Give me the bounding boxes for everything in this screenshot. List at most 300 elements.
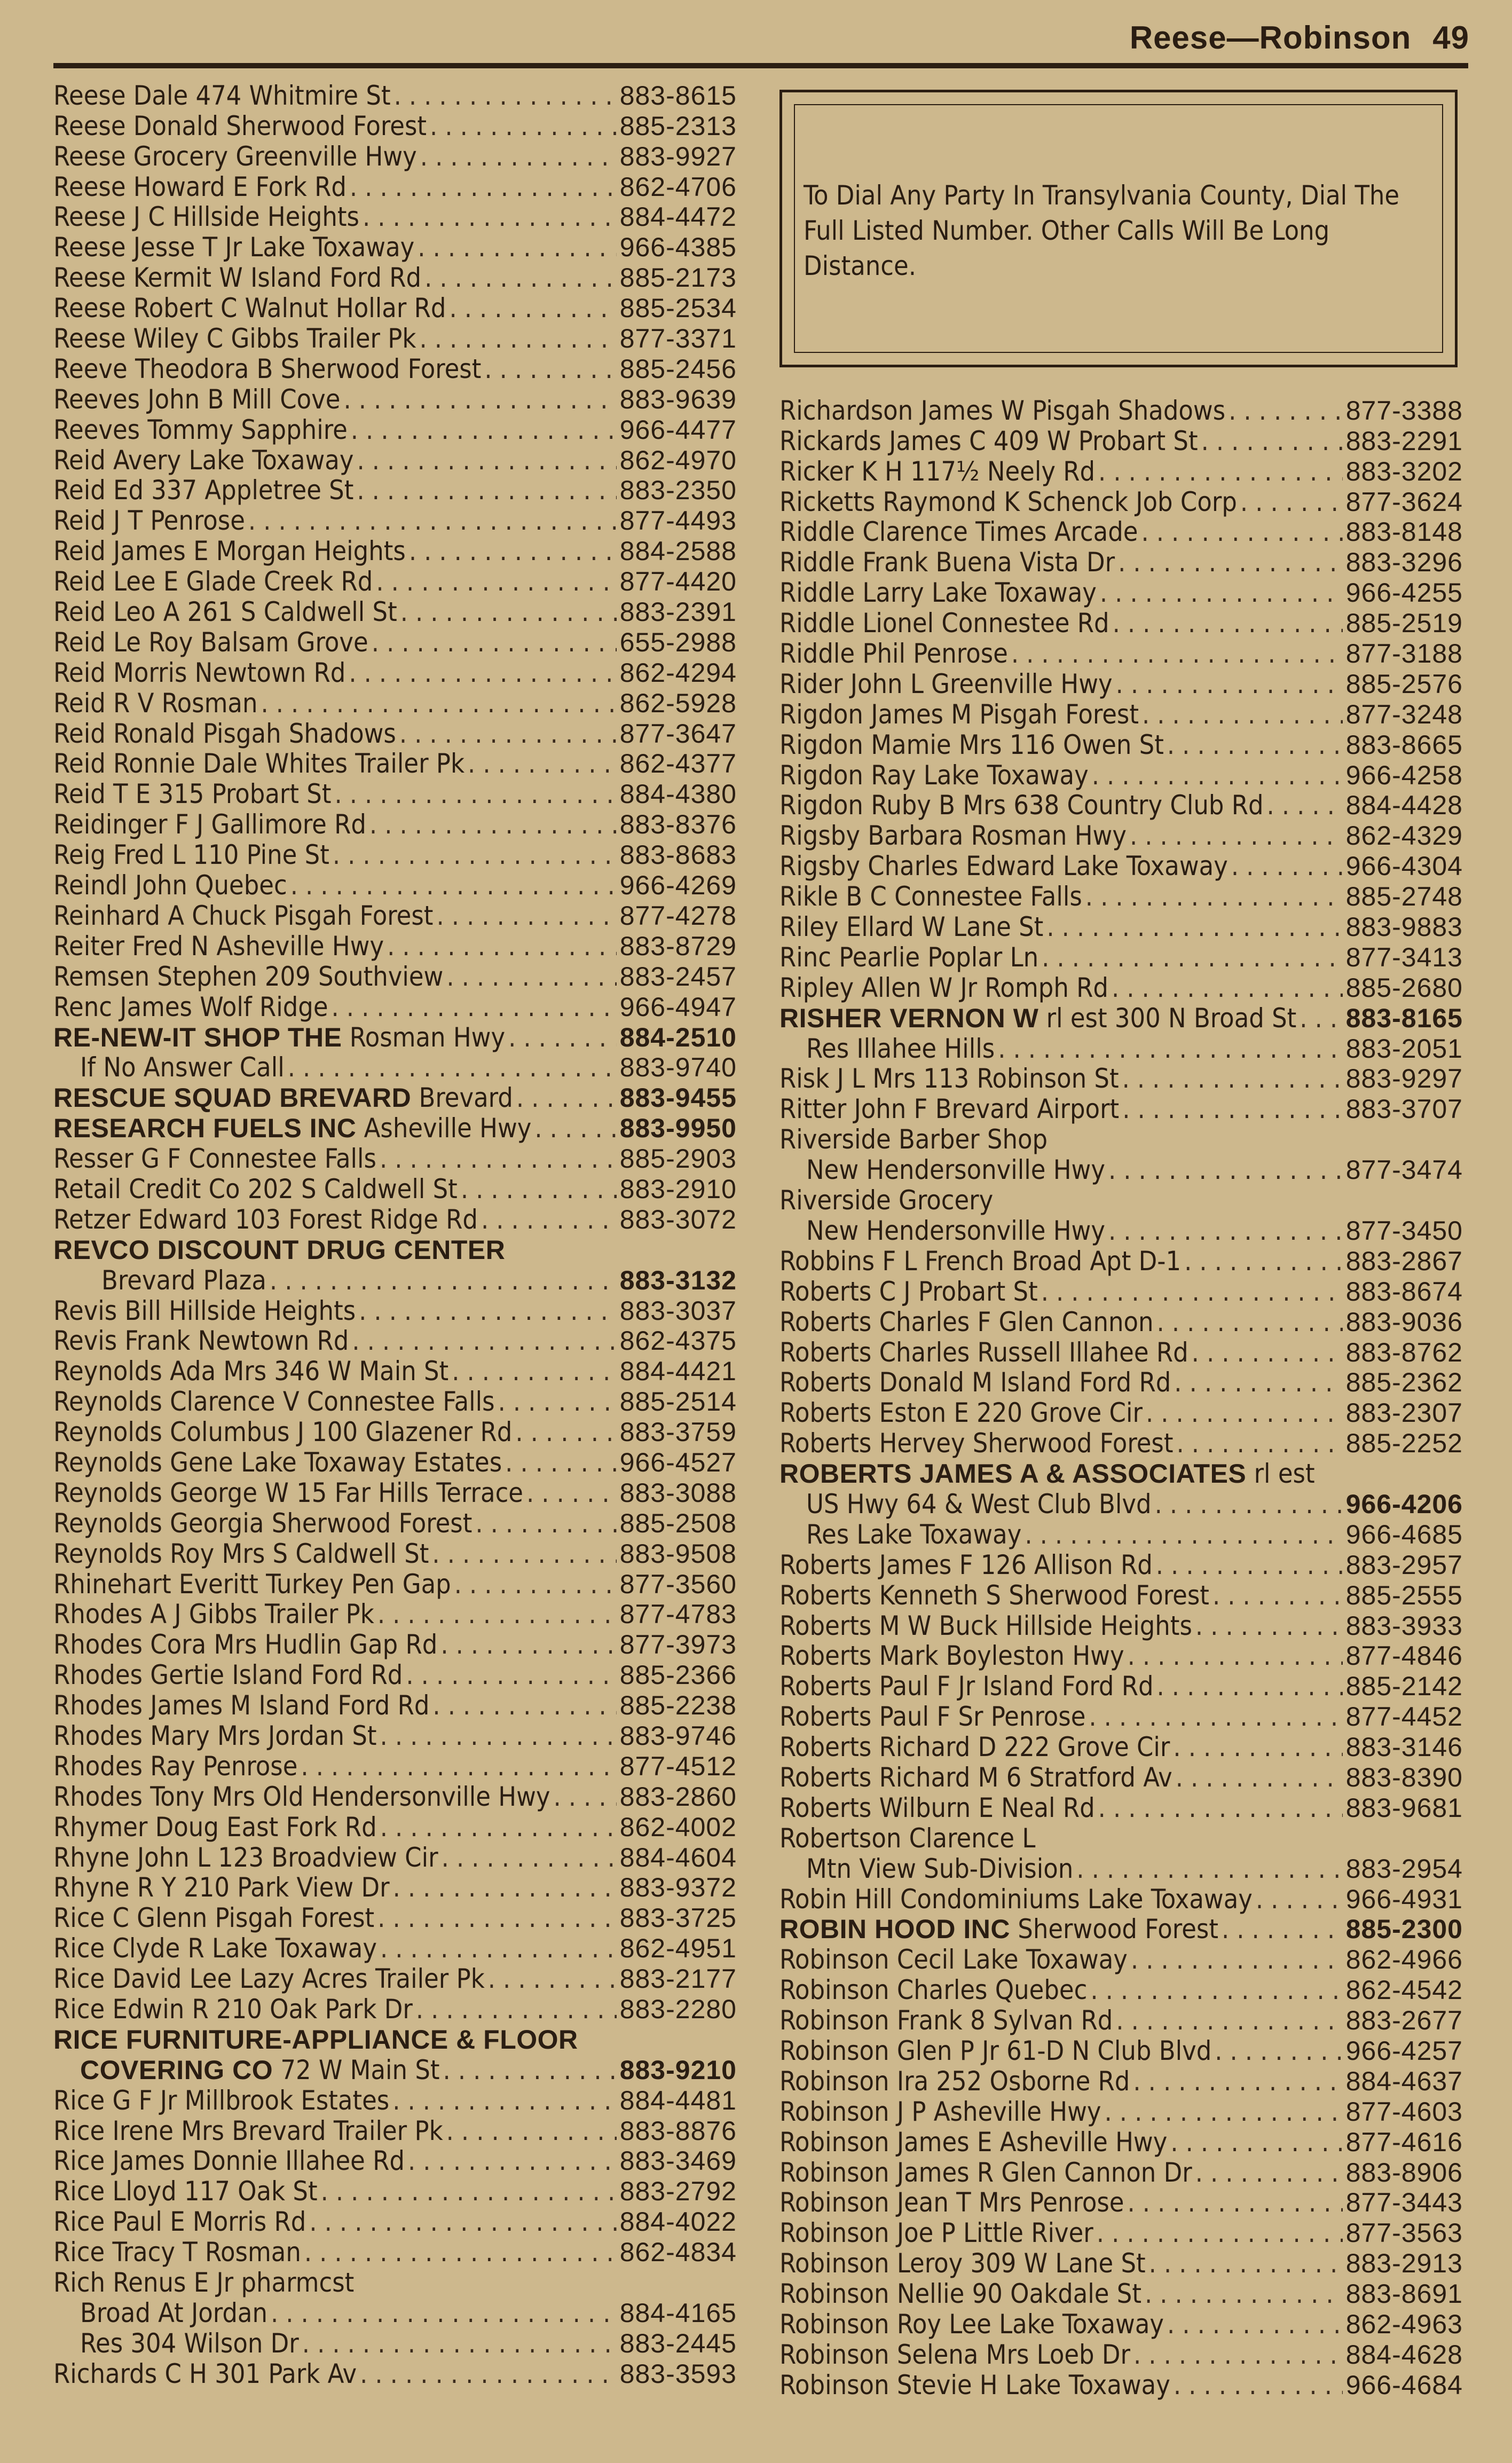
- listing-name: [779, 517, 1138, 547]
- leader-dots: [1112, 973, 1343, 1003]
- listing-entry: [53, 262, 737, 293]
- listing-entry: [53, 323, 737, 353]
- listing-entry: [779, 1003, 1463, 1033]
- listing-phone: 884-4380: [619, 779, 737, 809]
- listing-phone: 885-2680: [1345, 972, 1463, 1003]
- listing-entry: [53, 1842, 737, 1872]
- listing-name-text: Reid Lee E Glade Creek Rd: [53, 566, 373, 597]
- leader-dots: [301, 1751, 616, 1781]
- listing-name: [53, 840, 329, 870]
- listing-name-text: Asheville Hwy: [356, 1113, 532, 1144]
- listing-entry: [53, 1538, 737, 1569]
- listing-name: [53, 536, 406, 566]
- listing-phone: 877-4420: [619, 566, 737, 597]
- listing-phone: 883-3593: [619, 2358, 737, 2389]
- listing-entry: [53, 627, 737, 657]
- listing-entry: [779, 760, 1463, 790]
- leader-dots: [1098, 1793, 1343, 1823]
- listing-name: [53, 2146, 405, 2176]
- listing-entry: [53, 384, 737, 414]
- listing-entry: [779, 1093, 1463, 1124]
- leader-dots: [1092, 760, 1343, 790]
- listing-name: [53, 566, 373, 596]
- listing-phone: 883-8376: [619, 809, 737, 840]
- listing-entry: [779, 911, 1463, 942]
- listing-name-text: Reese Howard E Fork Rd: [53, 171, 346, 202]
- listing-phone: 883-8674: [1345, 1276, 1463, 1307]
- listing-entry: [779, 395, 1463, 426]
- listing-name: [53, 354, 481, 384]
- listing-name: [53, 2328, 299, 2358]
- listing-phone: 966-4385: [619, 232, 737, 263]
- listing-name-text: Reid Ronald Pisgah Shadows: [53, 718, 396, 749]
- leader-dots: [454, 1569, 617, 1599]
- listing-name: [779, 2158, 1192, 2187]
- leader-dots: [430, 111, 617, 141]
- listing-name: [53, 1690, 429, 1720]
- listing-name: [53, 1326, 349, 1356]
- listing-entry: [779, 1428, 1463, 1458]
- leader-dots: [1228, 396, 1343, 426]
- listing-entry: [53, 1356, 737, 1386]
- leader-dots: [1176, 1428, 1342, 1458]
- listing-phone: 883-9455: [619, 1083, 737, 1113]
- listing-name-text: Reinhard A Chuck Pisgah Forest: [53, 900, 434, 931]
- listing-name: [53, 1994, 413, 2024]
- listing-name-text: Reeve Theodora B Sherwood Forest: [53, 353, 482, 384]
- listing-entry: [779, 1853, 1463, 1884]
- left-column: [53, 80, 737, 2389]
- leader-dots: [416, 1994, 617, 2024]
- listing-entry: [779, 2339, 1463, 2370]
- listing-phone: 877-4278: [619, 900, 737, 931]
- listing-name-text: Robinson Charles Quebec: [779, 1974, 1088, 2005]
- listing-name-text: New Hendersonville Hwy: [806, 1154, 1105, 1185]
- leader-dots: [461, 1174, 617, 1204]
- leader-dots: [1118, 547, 1343, 577]
- listing-phone: 883-3759: [619, 1417, 737, 1447]
- listing-entry: [779, 1549, 1463, 1580]
- listing-entry: [53, 1234, 737, 1265]
- listing-phone: 883-8148: [1345, 517, 1463, 547]
- listing-name-text: Reynolds Clarence V Connestee Falls: [53, 1386, 495, 1417]
- listing-phone: 877-4512: [619, 1751, 737, 1781]
- listing-entry: [53, 1204, 737, 1234]
- leader-dots: [248, 506, 617, 536]
- leader-dots: [481, 1205, 617, 1234]
- listing-name-text: Ripley Allen W Jr Romph Rd: [779, 972, 1108, 1003]
- listing-entry: [779, 1337, 1463, 1367]
- listing-name-text: Robinson Ira 252 Osborne Rd: [779, 2065, 1130, 2096]
- listing-phone: 884-2588: [619, 536, 737, 566]
- listing-entry: [53, 1326, 737, 1356]
- listing-name: [779, 1762, 1172, 1792]
- listing-name: [779, 2187, 1124, 2217]
- listing-entry: [53, 80, 737, 111]
- listing-name: [779, 1732, 1170, 1762]
- listing-name-text: Robinson Joe P Little River: [779, 2217, 1093, 2248]
- listing-name: [779, 578, 1097, 608]
- listing-phone: 885-2300: [1345, 1914, 1463, 1945]
- listing-entry: [779, 1884, 1463, 1914]
- listing-entry: [53, 809, 737, 839]
- listing-name: [779, 1124, 1048, 1154]
- listing-entry: [779, 1397, 1463, 1428]
- leader-dots: [1146, 1398, 1343, 1428]
- listing-name-text: Roberts Mark Boyleston Hwy: [779, 1640, 1124, 1671]
- listing-phone: 883-9746: [619, 1720, 737, 1751]
- listing-phone: 877-3474: [1345, 1155, 1463, 1185]
- listing-entry: [779, 1732, 1463, 1762]
- listing-business-name: ROBERTS JAMES A & ASSOCIATES: [779, 1459, 1247, 1489]
- listing-phone: 883-3707: [1345, 1094, 1463, 1124]
- leader-dots: [420, 141, 617, 171]
- listing-name: [53, 1296, 356, 1326]
- leader-dots: [302, 2328, 617, 2358]
- leader-dots: [1195, 2158, 1343, 2187]
- leader-dots: [1100, 578, 1343, 608]
- listing-name: [779, 1671, 1154, 1701]
- listing-phone: 883-2860: [619, 1781, 737, 1812]
- leader-dots: [1046, 912, 1342, 942]
- leader-dots: [1133, 2066, 1342, 2096]
- listing-entry: [779, 881, 1463, 911]
- listing-name-text: Rice David Lee Lazy Acres Trailer Pk: [53, 1963, 485, 1994]
- listing-phone: 883-2177: [619, 1964, 737, 1994]
- listing-name-text: Robinson Selena Mrs Loeb Dr: [779, 2339, 1131, 2370]
- listing-name: [779, 1489, 1152, 1519]
- listing-business-name: REVCO DISCOUNT DRUG CENTER: [53, 1234, 506, 1265]
- listing-entry: [53, 1902, 737, 1933]
- listing-name: [53, 1751, 297, 1781]
- listing-phone: 883-3202: [1345, 456, 1463, 486]
- listing-name: [779, 1641, 1124, 1671]
- listing-name-text: Reese Dale 474 Whitmire St: [53, 80, 391, 111]
- listing-phone: 883-9372: [619, 1872, 737, 1903]
- listing-name-text: Reidinger F J Gallimore Rd: [53, 809, 366, 840]
- listing-phone: 883-2280: [619, 1994, 737, 2024]
- listing-entry: [53, 111, 737, 141]
- listing-name-text: Res Illahee Hills: [806, 1033, 995, 1064]
- listing-name: [53, 1782, 550, 1812]
- leader-dots: [419, 324, 616, 353]
- leader-dots: [1184, 1246, 1343, 1276]
- listing-entry: [779, 2217, 1463, 2248]
- listing-entry: [779, 517, 1463, 547]
- listing-entry: [779, 1701, 1463, 1732]
- listing-entry: [53, 445, 737, 475]
- listing-phone: 883-2913: [1345, 2248, 1463, 2279]
- listing-phone: 877-4616: [1345, 2127, 1463, 2157]
- listing-name-text: Mtn View Sub-Division: [806, 1853, 1074, 1884]
- right-column: [779, 395, 1463, 2400]
- listing-entry: [779, 972, 1463, 1003]
- listing-name: [779, 1246, 1181, 1276]
- listing-entry: [779, 1914, 1463, 1945]
- listing-entry: [779, 1215, 1463, 1246]
- listing-entry: [53, 2115, 737, 2146]
- listing-name-text: Rhodes Tony Mrs Old Hendersonville Hwy: [53, 1781, 550, 1812]
- listing-name-text: Roberts Richard D 222 Grove Cir: [779, 1732, 1170, 1762]
- listing-name: [53, 1812, 377, 1842]
- listing-phone: 883-3725: [619, 1903, 737, 1933]
- listing-name: [53, 202, 359, 232]
- listing-name-text: Roberts C J Probart St: [779, 1276, 1038, 1307]
- dialing-notice-box: [779, 90, 1458, 367]
- page-header-title: Reese—Robinson: [1129, 20, 1412, 56]
- listing-name: [53, 2237, 301, 2267]
- leader-dots: [498, 1387, 617, 1417]
- listing-name: [779, 1520, 1021, 1549]
- leader-dots: [1105, 2097, 1343, 2127]
- listing-phone: 877-4846: [1345, 1641, 1463, 1671]
- listing-entry: [53, 293, 737, 323]
- leader-dots: [1130, 821, 1343, 851]
- listing-name: [779, 1337, 1188, 1367]
- listing-name-text: Robinson Leroy 309 W Lane St: [779, 2248, 1146, 2279]
- listing-phone: 862-4834: [619, 2237, 737, 2268]
- leader-dots: [376, 566, 616, 596]
- listing-business-name: RE-NEW-IT SHOP THE: [53, 1022, 342, 1052]
- listing-name-text: Reese Grocery Greenville Hwy: [53, 140, 417, 171]
- listing-name: [53, 1539, 429, 1569]
- listing-entry: [53, 931, 737, 961]
- listing-name-text: Robinson Roy Lee Lake Toxaway: [779, 2309, 1164, 2339]
- leader-dots: [1098, 457, 1343, 486]
- listing-name: [53, 506, 245, 536]
- leader-dots: [1170, 2127, 1342, 2157]
- leader-dots: [1122, 1064, 1343, 1093]
- listing-name-text: Roberts M W Buck Hillside Heights: [779, 1610, 1192, 1641]
- listing-name: [53, 901, 433, 931]
- listing-name: [53, 2055, 440, 2085]
- listing-entry: [779, 2278, 1463, 2309]
- listing-phone: 885-2173: [619, 263, 737, 293]
- listing-entry: [779, 2096, 1463, 2127]
- listing-name-text: Rice Lloyd 117 Oak St: [53, 2176, 318, 2207]
- leader-dots: [1127, 2187, 1342, 2217]
- listing-phone: 883-2867: [1345, 1246, 1463, 1276]
- listing-entry: [779, 2248, 1463, 2278]
- listing-name-text: Robertson Clarence L: [779, 1822, 1036, 1853]
- leader-dots: [436, 901, 616, 931]
- listing-name: [779, 1793, 1095, 1823]
- leader-dots: [553, 1782, 616, 1812]
- leader-dots: [1157, 1671, 1343, 1701]
- listing-name-text: Reese Robert C Walnut Hollar Rd: [53, 293, 446, 324]
- leader-dots: [1042, 942, 1343, 972]
- listing-entry: [53, 505, 737, 536]
- listing-name-text: Retzer Edward 103 Forest Ridge Rd: [53, 1203, 478, 1234]
- listing-phone: 877-4603: [1345, 2096, 1463, 2127]
- listing-name: [53, 1872, 390, 1902]
- leader-dots: [1142, 699, 1343, 729]
- listing-name-text: Brevard Plaza: [101, 1264, 266, 1295]
- listing-phone: 884-2510: [619, 1022, 737, 1052]
- leader-dots: [1195, 1611, 1343, 1641]
- listing-name-text: Risk J L Mrs 113 Robinson St: [779, 1063, 1119, 1094]
- listing-entry: [53, 1477, 737, 1508]
- listing-name-text: Reynolds Ada Mrs 346 W Main St: [53, 1356, 449, 1387]
- listing-name: [53, 870, 287, 900]
- leader-dots: [534, 1113, 616, 1143]
- listing-name: [779, 2370, 1170, 2400]
- listing-entry: [53, 141, 737, 171]
- listing-phone: 883-2457: [619, 961, 737, 992]
- listing-name-text: Rigdon James M Pisgah Forest: [779, 698, 1139, 729]
- listing-name: [779, 1064, 1119, 1093]
- listing-name-text: Revis Frank Newtown Rd: [53, 1325, 349, 1356]
- listing-phone: 883-8729: [619, 931, 737, 961]
- listing-entry: [779, 1489, 1463, 1519]
- listing-name: [53, 1113, 531, 1143]
- listing-name-text: US Hwy 64 & West Club Blvd: [806, 1489, 1152, 1519]
- listing-entry: [53, 1113, 737, 1143]
- listing-name: [779, 1185, 993, 1215]
- listing-phone: 883-9740: [619, 1052, 737, 1083]
- listing-entry: [53, 1052, 737, 1083]
- listing-name: [779, 2036, 1211, 2066]
- listing-name-text: Reid Ronnie Dale Whites Trailer Pk: [53, 748, 465, 779]
- listing-phone: 966-4206: [1345, 1489, 1463, 1519]
- listing-name-text: New Hendersonville Hwy: [806, 1215, 1105, 1246]
- listing-name-text: Roberts Charles Russell Illahee Rd: [779, 1336, 1188, 1367]
- listing-name: [53, 1083, 513, 1113]
- leader-dots: [443, 2055, 617, 2085]
- listing-entry: [53, 2055, 737, 2085]
- listing-entry: [779, 2005, 1463, 2035]
- listing-phone: 884-4022: [619, 2207, 737, 2237]
- leader-dots: [334, 779, 616, 809]
- listing-name-text: Reeves Tommy Sapphire: [53, 414, 348, 445]
- listing-name: [53, 2298, 267, 2328]
- leader-dots: [1116, 669, 1343, 699]
- listing-entry: [53, 171, 737, 202]
- listing-business-name: RISHER VERNON W: [779, 1003, 1039, 1033]
- listing-name-text: Roberts James F 126 Allison Rd: [779, 1549, 1153, 1580]
- listing-name-text: Rikle B C Connestee Falls: [779, 881, 1082, 912]
- listing-name: [53, 992, 328, 1022]
- leader-dots: [1176, 1762, 1343, 1792]
- listing-name: [53, 597, 397, 627]
- listing-name-text: Reid Ed 337 Appletree St: [53, 475, 354, 506]
- listing-name-text: Roberts Charles F Glen Cannon: [779, 1306, 1154, 1337]
- listing-name: [53, 1508, 472, 1538]
- leader-dots: [1116, 2005, 1342, 2035]
- leader-dots: [1025, 1520, 1342, 1549]
- listing-name-text: Robbins F L French Broad Apt D-1: [779, 1245, 1182, 1276]
- listing-phone: 883-8390: [1345, 1762, 1463, 1792]
- listing-name: [53, 1843, 438, 1872]
- leader-dots: [392, 2086, 616, 2115]
- listing-name-text: Ritter John F Brevard Airport: [779, 1093, 1120, 1124]
- listing-phone: 885-2508: [619, 1508, 737, 1538]
- listing-name: [53, 719, 396, 749]
- leader-dots: [468, 749, 617, 778]
- listing-name-text: Robinson Cecil Lake Toxaway: [779, 1944, 1128, 1975]
- leader-dots: [1192, 1337, 1343, 1367]
- listing-name: [779, 1277, 1038, 1307]
- leader-dots: [290, 870, 617, 900]
- listing-entry: [53, 1872, 737, 1903]
- listing-name-text: Rice James Donnie Illahee Rd: [53, 2145, 405, 2176]
- listing-phone: 883-8762: [1345, 1337, 1463, 1367]
- listing-phone: 877-3388: [1345, 395, 1463, 426]
- listing-phone: 883-8691: [1345, 2279, 1463, 2309]
- listing-phone: 883-8683: [619, 840, 737, 870]
- listing-entry: [53, 870, 737, 900]
- listing-entry: [779, 2370, 1463, 2400]
- leader-dots: [394, 81, 617, 111]
- listing-name-text: Robinson Jean T Mrs Penrose: [779, 2187, 1124, 2218]
- listing-name: [53, 1387, 495, 1417]
- listing-name-text: Reid Leo A 261 S Caldwell St: [53, 596, 397, 627]
- listing-entry: [53, 596, 737, 627]
- leader-dots: [380, 1812, 617, 1842]
- listing-name: [779, 1914, 1218, 1944]
- listing-name: [53, 111, 427, 141]
- listing-name: [779, 1945, 1128, 1974]
- listing-entry: [53, 2237, 737, 2267]
- listing-name-text: Ricker K H 117½ Neely Rd: [779, 455, 1096, 486]
- listing-name: [779, 851, 1228, 881]
- listing-name: [53, 1356, 448, 1386]
- listing-name: [779, 2309, 1164, 2339]
- listing-name-text: Roberts Richard M 6 Stratford Av: [779, 1762, 1172, 1792]
- listing-entry: [53, 657, 737, 688]
- leader-dots: [304, 2237, 617, 2267]
- listing-name: [53, 1205, 478, 1234]
- leader-dots: [380, 1933, 617, 1963]
- listing-phone: 884-4421: [619, 1356, 737, 1387]
- listing-phone: 885-2142: [1345, 1671, 1463, 1702]
- listing-name: [53, 2176, 318, 2206]
- listing-phone: 883-3037: [619, 1295, 737, 1326]
- listing-name-text: Rigsby Charles Edward Lake Toxaway: [779, 851, 1228, 882]
- listing-name: [779, 2248, 1146, 2278]
- listing-name: [53, 2207, 306, 2237]
- listing-entry: [779, 1792, 1463, 1823]
- leader-dots: [432, 1690, 616, 1720]
- listing-phone: 885-2748: [1345, 882, 1463, 912]
- listing-name: [779, 1611, 1192, 1641]
- listing-name-text: Roberts Paul F Sr Penrose: [779, 1701, 1086, 1732]
- listing-phone: 877-3563: [1345, 2218, 1463, 2248]
- listing-entry: [779, 1064, 1463, 1094]
- listing-name: [779, 1823, 1035, 1853]
- listing-phone: 883-2391: [619, 597, 737, 627]
- listing-name: [779, 1580, 1209, 1610]
- listing-entry: [53, 353, 737, 384]
- listing-phone: 877-3973: [619, 1630, 737, 1660]
- listing-name-text: Res 304 Wilson Dr: [80, 2327, 299, 2358]
- listing-name: [779, 1854, 1073, 1884]
- listing-phone: 966-4947: [619, 992, 737, 1022]
- listing-phone: 883-3296: [1345, 547, 1463, 578]
- listing-entry: [53, 1690, 737, 1720]
- listing-entry: [779, 577, 1463, 608]
- listing-name-text: Reid T E 315 Probart St: [53, 778, 332, 809]
- listing-entry: [53, 414, 737, 445]
- listing-name: [53, 2359, 357, 2389]
- listing-entry: [53, 1295, 737, 1326]
- listing-entry: [53, 688, 737, 718]
- listing-name-text: Rhyne John L 123 Broadview Cir: [53, 1842, 438, 1872]
- leader-dots: [1212, 1580, 1343, 1610]
- listing-phone: 883-2445: [619, 2328, 737, 2358]
- listing-name-text: Roberts Donald M Island Ford Rd: [779, 1367, 1171, 1398]
- listing-name-text: Reynolds Georgia Sherwood Forest: [53, 1507, 472, 1538]
